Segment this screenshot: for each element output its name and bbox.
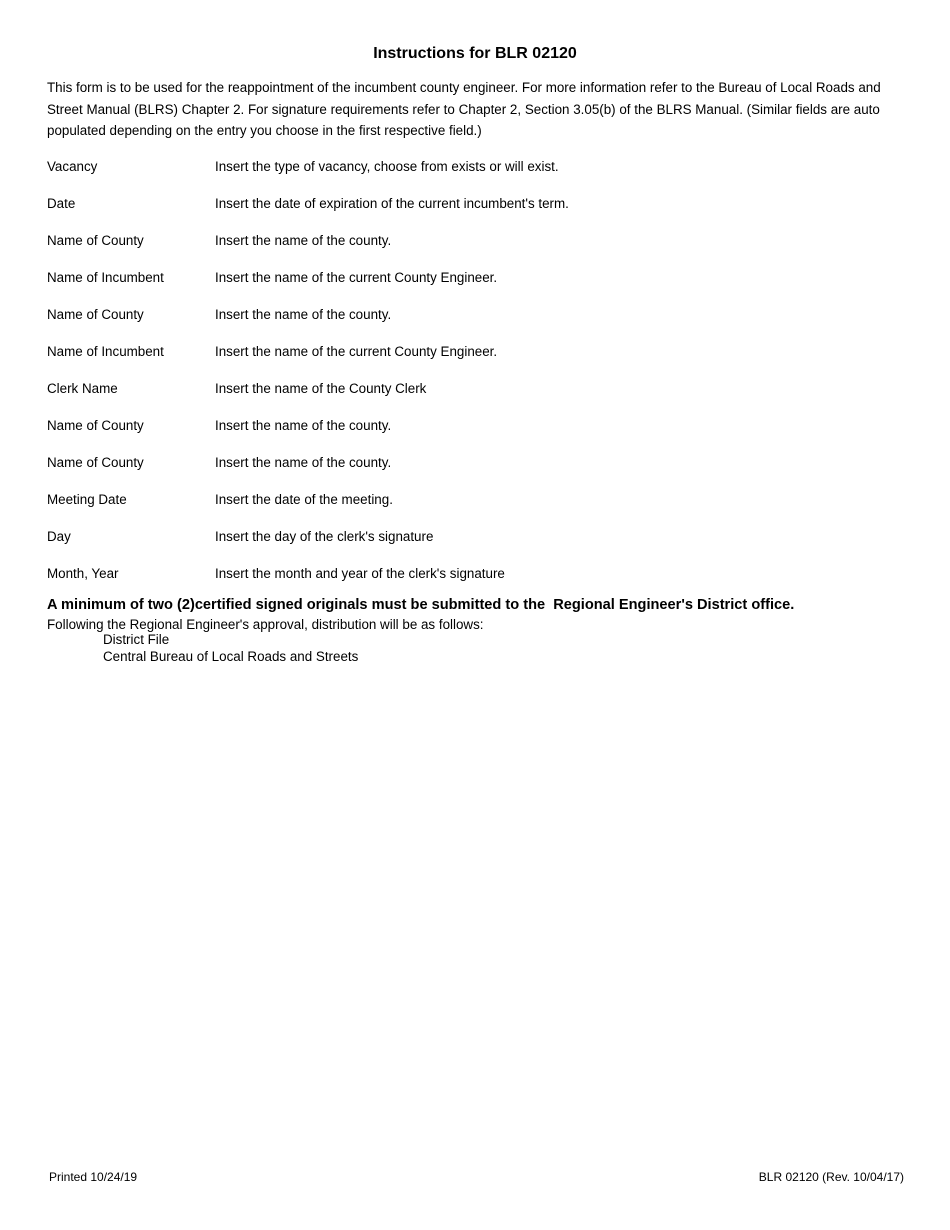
field-row-date <box>47 194 907 231</box>
field-row-meeting-date <box>47 490 907 527</box>
field-instructions-list <box>47 157 907 601</box>
distribution-intro: Following the Regional Engineer's approval, distribution will be as follows: <box>47 617 484 632</box>
field-row-name-of-county <box>47 453 907 490</box>
field-label: Meeting Date <box>47 492 127 507</box>
field-label: Date <box>47 196 76 211</box>
field-description: Insert the name of the county. <box>215 233 392 248</box>
field-description: Insert the name of the county. <box>215 307 392 322</box>
field-label: Clerk Name <box>47 381 118 396</box>
field-description: Insert the name of the County Clerk <box>215 381 427 396</box>
field-label: Day <box>47 529 71 544</box>
field-row-name-of-incumbent <box>47 268 907 305</box>
field-description: Insert the type of vacancy, choose from exists or will exist. <box>215 159 559 174</box>
field-row-vacancy <box>47 157 907 194</box>
field-row-name-of-county <box>47 231 907 268</box>
field-row-name-of-incumbent <box>47 342 907 379</box>
page-title: Instructions for BLR 02120 <box>373 45 577 62</box>
field-label: Name of Incumbent <box>47 270 164 285</box>
field-row-name-of-county <box>47 416 907 453</box>
distribution-list <box>103 632 358 665</box>
field-description: Insert the date of expiration of the current incumbent's term. <box>215 196 569 211</box>
field-label: Vacancy <box>47 159 98 174</box>
field-label: Name of County <box>47 455 144 470</box>
field-description: Insert the name of the current County Engineer. <box>215 344 498 359</box>
field-row-name-of-county <box>47 305 907 342</box>
form-revision-id: BLR 02120 (Rev. 10/04/17) <box>758 1170 904 1184</box>
field-description: Insert the name of the current County Engineer. <box>215 270 498 285</box>
field-row-day <box>47 527 907 564</box>
field-description: Insert the date of the meeting. <box>215 492 393 507</box>
field-label: Name of Incumbent <box>47 344 164 359</box>
intro-paragraph: This form is to be used for the reappointment of the incumbent county engineer. For more information refer to the Bureau of Local Roads and Street Manual (BLRS) Chapter 2. For signature requirements refer to Chapter 2, Section 3.05(b) of the BLRS Manual. (Similar fields are auto populated depending on the entry you choose in the first respective field.) <box>47 80 881 138</box>
field-label: Name of County <box>47 233 144 248</box>
printed-date: Printed 10/24/19 <box>49 1170 138 1184</box>
field-row-clerk-name <box>47 379 907 416</box>
field-description: Insert the name of the county. <box>215 455 392 470</box>
submission-notice: A minimum of two (2)certified signed originals must be submitted to the Regional Engineer's District office. <box>47 597 795 613</box>
field-description: Insert the day of the clerk's signature <box>215 529 434 544</box>
field-label: Month, Year <box>47 566 119 581</box>
field-description: Insert the name of the county. <box>215 418 392 433</box>
distribution-item-central-bureau: Central Bureau of Local Roads and Streets <box>103 648 359 664</box>
distribution-item-district-file: District File <box>103 632 170 647</box>
field-label: Name of County <box>47 418 144 433</box>
field-label: Name of County <box>47 307 144 322</box>
field-description: Insert the month and year of the clerk's signature <box>215 566 505 581</box>
